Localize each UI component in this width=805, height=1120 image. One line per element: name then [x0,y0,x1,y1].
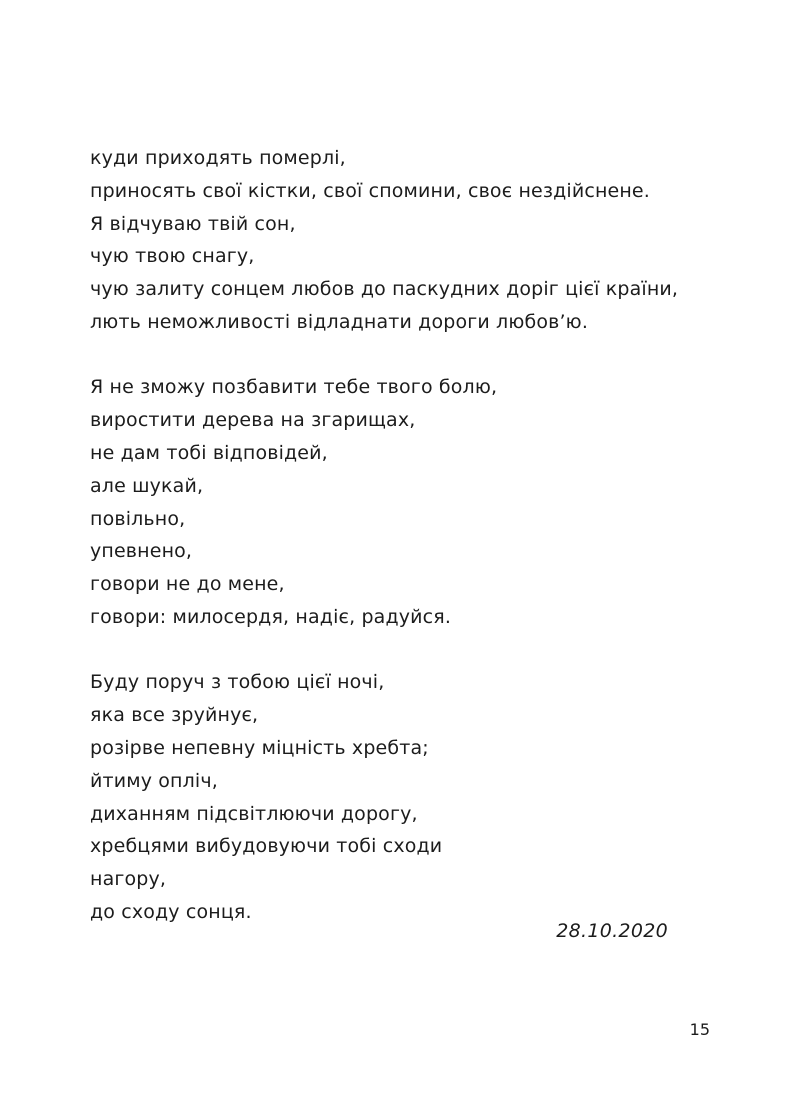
poem-line: нагору, [90,868,167,891]
poem-line: чую твою снагу, [90,245,255,268]
poem-line: упевнено, [90,540,193,563]
poem-line: Я відчуваю твій сон, [90,212,296,235]
poem-line: говори не до мене, [90,573,285,596]
poem-text [90,142,730,929]
poem-line: розірве непевну міцність хребта; [90,736,429,759]
poem-line: лють неможливості відладнати дороги любов’ю. [90,310,589,333]
poem-line: хребцями вибудовуючи тобі сходи [90,835,443,858]
page-number: 15 [689,1020,710,1039]
poem-line: але шукай, [90,474,204,497]
poem-line: не дам тобі відповідей, [90,441,328,464]
poem-line: Я не зможу позбавити тебе твого болю, [90,376,498,399]
poem-line: диханням підсвітлюючи дорогу, [90,802,418,825]
poem-line: йтиму опліч, [90,769,218,792]
stanza-2 [90,371,730,633]
poem-line: яка все зруйнує, [90,704,259,727]
stanza-3 [90,666,730,928]
stanza-break [90,634,730,667]
poem-line: виростити дерева на згарищах, [90,409,416,432]
stanza-1 [90,142,730,339]
poem-line: до сходу сонця. [90,900,252,923]
poem-line: Буду поруч з тобою цієї ночі, [90,671,385,694]
poem-line: повільно, [90,507,186,530]
poem-line: чую залиту сонцем любов до паскудних доріг цієї країни, [90,278,679,301]
poem-line: приносять свої кістки, свої спомини, своє нездійснене. [90,179,650,202]
stanza-break [90,339,730,372]
poem-line: говори: милосердя, надіє, радуйся. [90,605,452,628]
poem-line: куди приходять померлі, [90,147,346,169]
poem-date: 28.10.2020 [556,920,668,942]
